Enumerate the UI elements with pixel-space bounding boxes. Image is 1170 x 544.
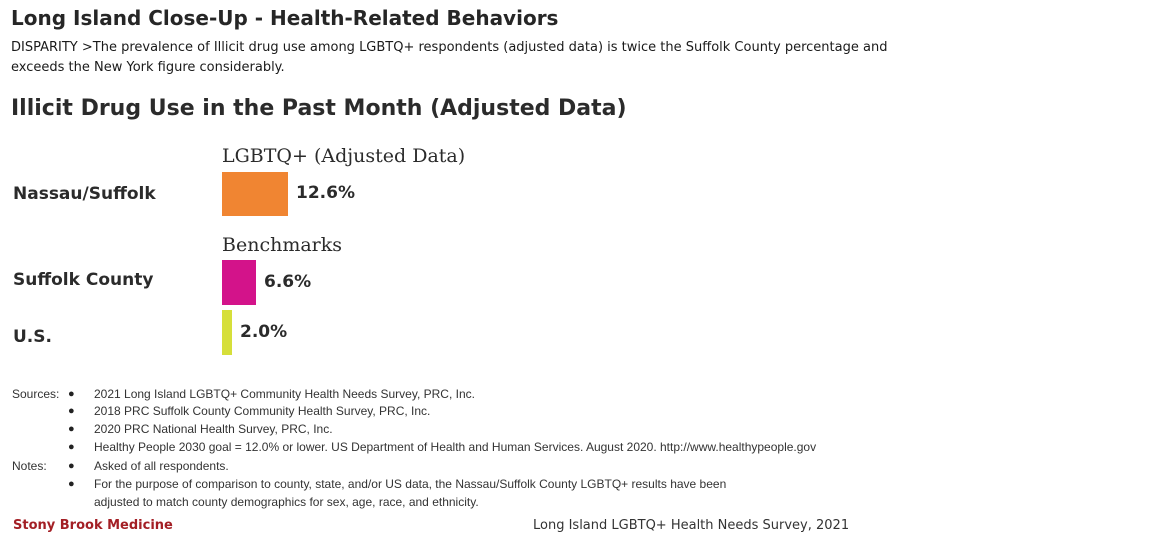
data-label: 12.6% xyxy=(296,183,355,203)
source-item: 2021 Long Island LGBTQ+ Community Health Needs Survey, PRC, Inc. xyxy=(94,387,475,401)
bullet-icon: ● xyxy=(68,388,75,400)
chart-title: Illicit Drug Use in the Past Month (Adjusted Data) xyxy=(11,96,627,121)
bullet-icon: ● xyxy=(68,405,75,417)
bullet-icon: ● xyxy=(68,441,75,453)
category-label: Nassau/Suffolk xyxy=(13,184,156,204)
brand-logo-text: Stony Brook Medicine xyxy=(13,518,173,533)
bullet-icon: ● xyxy=(68,460,75,472)
sources-label: Sources: xyxy=(12,387,60,401)
bullet-icon: ● xyxy=(68,478,75,490)
source-item: 2018 PRC Suffolk County Community Health Survey, PRC, Inc. xyxy=(94,404,431,418)
bullet-icon: ● xyxy=(68,423,75,435)
page-title: Long Island Close-Up - Health-Related Behaviors xyxy=(11,6,559,30)
group-label: LGBTQ+ (Adjusted Data) xyxy=(222,145,466,167)
disparity-note: DISPARITY >The prevalence of Illicit drug use among LGBTQ+ respondents (adjusted data) is twice the Suffolk County percentage and exceeds the New York figure considerably. xyxy=(11,40,888,75)
bar xyxy=(222,260,256,305)
notes-label: Notes: xyxy=(12,459,47,473)
note-item: For the purpose of comparison to county, state, and/or US data, the Nassau/Suffolk County LGBTQ+ results have been xyxy=(94,477,727,491)
bar xyxy=(222,310,232,355)
note-item: adjusted to match county demographics for sex, age, race, and ethnicity. xyxy=(94,495,479,509)
bar xyxy=(222,172,288,216)
survey-caption: Long Island LGBTQ+ Health Needs Survey, 2021 xyxy=(533,518,850,533)
note-item: Asked of all respondents. xyxy=(94,459,229,473)
data-label: 2.0% xyxy=(240,321,288,342)
group-label: Benchmarks xyxy=(222,234,343,256)
source-item: Healthy People 2030 goal = 12.0% or lower. US Department of Health and Human Services. August 2020. http://www.healthypeople.gov xyxy=(94,440,817,454)
category-label: Suffolk County xyxy=(13,270,154,290)
data-label: 6.6% xyxy=(264,271,312,292)
category-label: U.S. xyxy=(13,327,52,347)
source-item: 2020 PRC National Health Survey, PRC, Inc. xyxy=(94,422,333,436)
